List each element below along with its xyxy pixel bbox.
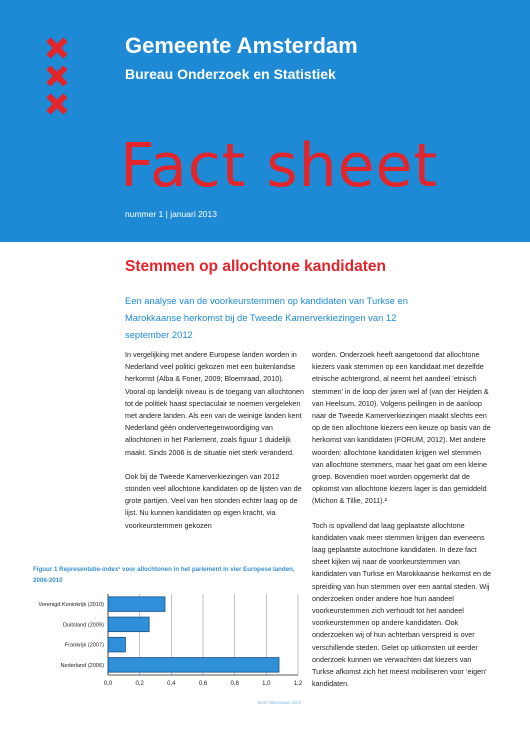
department-name: Bureau Onderzoek en Statistiek xyxy=(125,66,336,82)
cross-icon xyxy=(47,66,67,86)
organization-name: Gemeente Amsterdam xyxy=(125,33,358,58)
issue-info: nummer 1 | januari 2013 xyxy=(125,209,217,219)
paragraph: In vergelijking met andere Europese landen worden in Nederland veel politici gekozen met een buitenlandse herkomst (Alba & Foner, 2009; Bloemraad, 2010). Vooral op landelijk niveau is de toegang van allochtonen tot de politiek haast spectaculair te noemen vergeleken met andere landen. Als een van de weinige landen kent Nederland géén ondervertegenwoordiging van allochtonen in het Parlement, zoals figuur 1 duidelijk maakt. Sinds 2006 is de situatie niet sterk veranderd. xyxy=(125,350,305,457)
article-title: Stemmen op allochtone kandidaten xyxy=(125,258,386,275)
x-tick-label: 0,2 xyxy=(135,681,144,687)
bar xyxy=(108,597,165,612)
category-label: Duitsland (2009) xyxy=(62,622,104,629)
cross-icon xyxy=(47,94,67,114)
category-label: Verenigd Koninkrijk (2010) xyxy=(38,602,104,609)
x-tick-label: 0,4 xyxy=(167,681,176,687)
x-tick-label: 1,2 xyxy=(293,681,303,687)
category-label: Nederland (2006) xyxy=(60,662,104,669)
x-tick-label: 0,8 xyxy=(230,681,239,687)
bar xyxy=(108,637,125,652)
header-band xyxy=(0,0,530,242)
document-title: Fact sheet xyxy=(120,131,438,201)
category-label: Frankrijk (2007) xyxy=(64,642,104,649)
article-lead: Een analyse van de voorkeurstemmen op kandidaten van Turkse en Marokkaanse herkomst bij de Tweede Kamerverkiezingen van 12 september 2012 xyxy=(125,295,408,340)
paragraph: Ook bij de Tweede Kamerverkiezingen van 2012 stonden veel allochtone kandidaten op de lijsten van de grote partijen. Veel van hen stonden echter laag op de lijst. Nu kunnen kandidaten op eigen kracht, via voorkeurstemmen gekozen xyxy=(125,471,302,530)
x-tick-label: 1,0 xyxy=(262,681,271,687)
figure-caption: Figuur 1 Representatie-index¹ voor allochtonen in het parlement in vier Europese landen, 2006-2010 xyxy=(33,566,295,584)
text-column-right xyxy=(312,349,494,702)
bar-chart xyxy=(0,580,310,700)
x-tick-label: 0,6 xyxy=(198,681,208,687)
bar xyxy=(108,617,149,632)
cross-icon xyxy=(47,38,67,58)
paragraph: Toch is opvallend dat laag geplaatste allochtone kandidaten vaak meer stemmen krijgen dan eveneens laag geplaatste autochtone kandidaten. In deze fact sheet kijken wij naar de voorkeurstemmen van kandidaten van Turkse en Marokkaanse herkomst en de spreiding van hun stemmen over een aantal steden. Wij onderzoeken onder andere hoe hun aandeel voorkeurstemmen zich verhoudt tot het aandeel voorkeurstemmen op andere kandidaten. Ook onderzoeken wij of hun achterban verspreid is over verschillende steden. Gelet op uitkomsten uit eerder onderzoek kunnen we verwachten dat kiezers van Turkse afkomst zich het meest mobiliseren voor ‘eigen’ kandidaten. xyxy=(312,520,491,689)
paragraph: worden. Onderzoek heeft aangetoond dat allochtone kiezers vaak stemmen op een kandidaat met dezelfde etnische achtergrond, al neemt het aandeel ‘etnisch stemmen’ in de loop der jaren wel af (van der Heijden & van Heelsum, 2010). Volgens peilingen in de aanloop naar de Tweede Kamerverkiezingen maakt slechts een op de tien allochtone kiezers een keuze op basis van de herkomst van kandidaten (FORUM, 2012). Met andere woorden: allochtone kandidaten krijgen wel stemmen van allochtone stemmers, maar het gaat om een kleine groep. Bovendien moet worden opgemerkt dat de opkomst van allochtone kiezers lager is dan gemiddeld (Michon & Tillie, 2011).² xyxy=(312,350,491,506)
text-column-left xyxy=(125,349,305,544)
x-tick-label: 0,0 xyxy=(103,681,113,687)
bar xyxy=(108,658,279,673)
chart-source: Bron: Bloemraad, 2010 xyxy=(258,700,302,705)
